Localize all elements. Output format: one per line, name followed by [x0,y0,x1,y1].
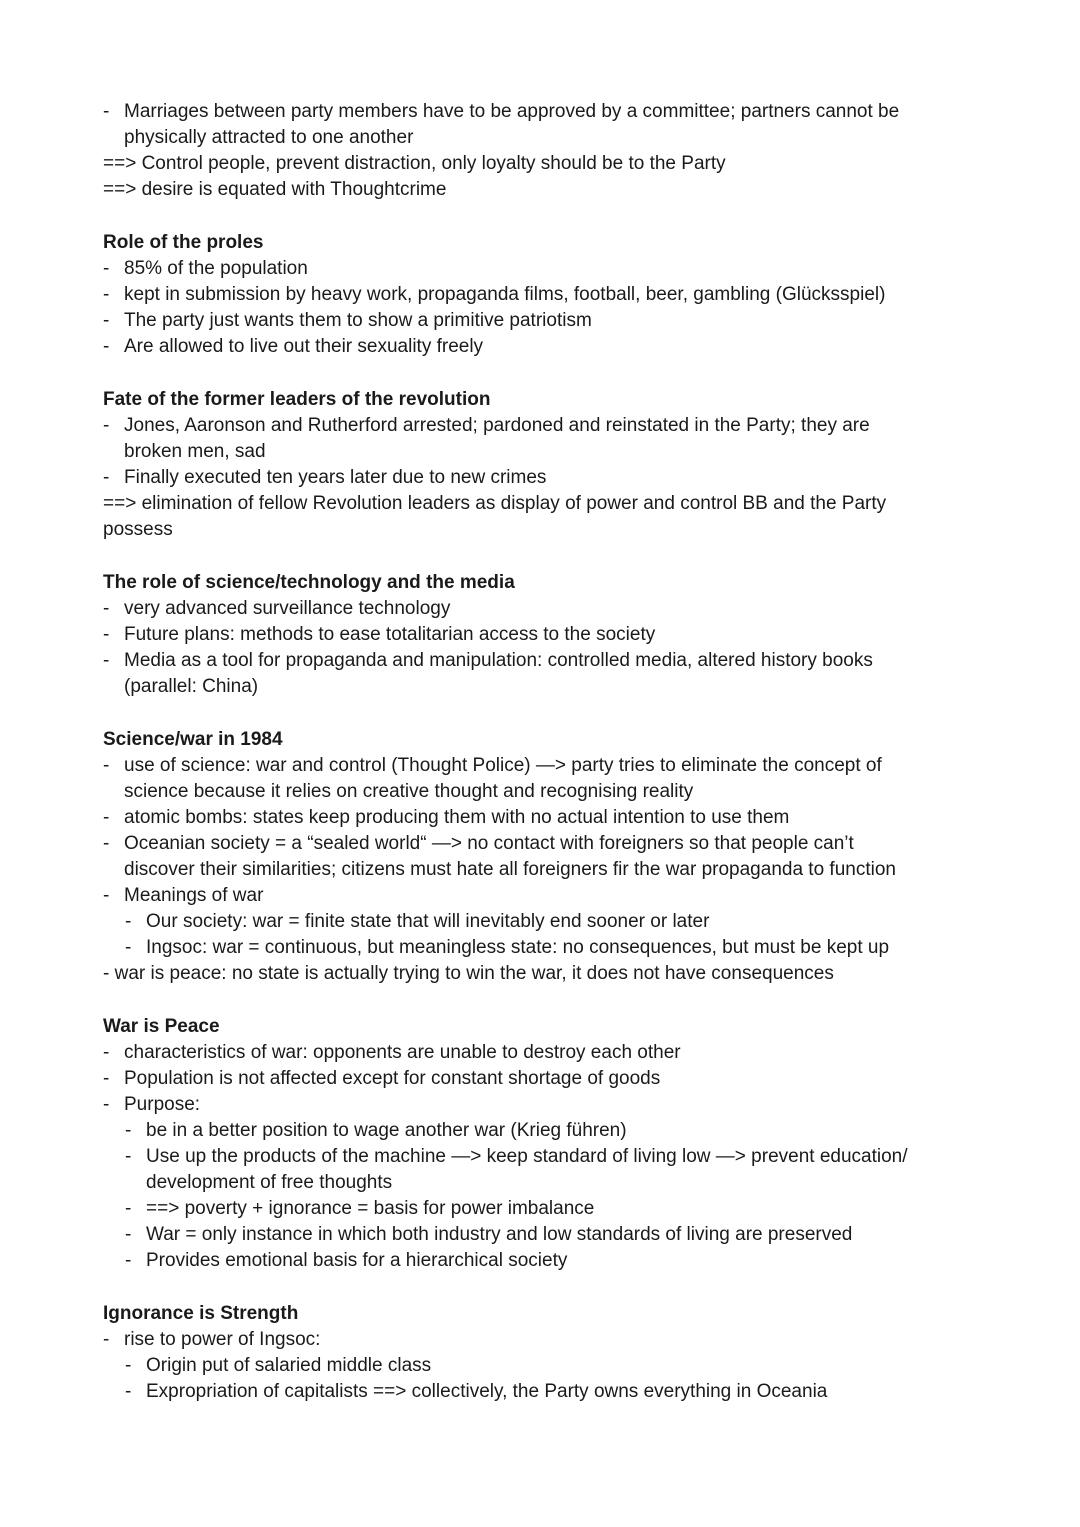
section-heading: Science/war in 1984 [103,729,283,750]
note-bullet-line: - ==> poverty + ignorance = basis for power imbalance [103,1196,980,1222]
section-heading: Role of the proles [103,232,264,253]
note-bullet-line: - very advanced surveillance technology [103,596,980,622]
note-bullet-line: - Use up the products of the machine —> keep standard of living low —> prevent education/ [103,1144,980,1170]
note-bullet-line: - Our society: war = finite state that will inevitably end sooner or later [103,909,980,935]
note-bullet-line: - War = only instance in which both industry and low standards of living are preserved [103,1222,980,1248]
note-bullet-line: (parallel: China) [124,676,259,697]
note-bullet-line: - Oceanian society = a “sealed world“ —> no contact with foreigners so that people can’t [103,831,980,857]
note-conclusion-line: - war is peace: no state is actually trying to win the war, it does not have consequences [103,963,834,984]
note-conclusion-line: ==> Control people, prevent distraction, only loyalty should be to the Party [103,153,726,174]
note-bullet-line: - Expropriation of capitalists ==> collectively, the Party owns everything in Oceania [103,1379,980,1405]
note-bullet-line: - be in a better position to wage another war (Krieg führen) [103,1118,980,1144]
note-bullet-line: - use of science: war and control (Thought Police) —> party tries to eliminate the concept of [103,753,980,779]
note-bullet-line: - atomic bombs: states keep producing them with no actual intention to use them [103,805,980,831]
note-bullet-line: discover their similarities; citizens must hate all foreigners fir the war propaganda to function [124,859,896,880]
note-bullet-line: physically attracted to one another [124,127,414,148]
note-bullet-line: - Jones, Aaronson and Rutherford arrested; pardoned and reinstated in the Party; they are [103,413,980,439]
note-bullet-line: - Marriages between party members have to be approved by a committee; partners cannot be [103,99,980,125]
note-bullet-line: - characteristics of war: opponents are unable to destroy each other [103,1040,980,1066]
note-section [103,1301,980,1405]
note-bullet-line: - Meanings of war [103,883,980,909]
note-bullet-line: - Future plans: methods to ease totalitarian access to the society [103,622,980,648]
note-section [103,727,980,987]
note-conclusion-line: ==> elimination of fellow Revolution leaders as display of power and control BB and the Party [103,493,887,514]
note-bullet-line: development of free thoughts [146,1172,393,1193]
note-bullet-line: - Are allowed to live out their sexuality freely [103,334,980,360]
note-bullet-line: - Finally executed ten years later due to new crimes [103,465,980,491]
section-heading: Fate of the former leaders of the revolution [103,389,491,410]
note-conclusion-line: ==> desire is equated with Thoughtcrime [103,179,447,200]
note-bullet-line: - rise to power of Ingsoc: [103,1327,980,1353]
note-bullet-line: - Purpose: [103,1092,980,1118]
note-bullet-line: broken men, sad [124,441,266,462]
note-section [103,230,980,360]
note-bullet-line: - 85% of the population [103,256,980,282]
note-bullet-line: - The party just wants them to show a primitive patriotism [103,308,980,334]
section-heading: The role of science/technology and the media [103,572,515,593]
note-section [103,1014,980,1274]
note-conclusion-line: possess [103,519,173,540]
note-bullet-line: - Population is not affected except for constant shortage of goods [103,1066,980,1092]
section-heading: War is Peace [103,1016,220,1037]
note-bullet-line: science because it relies on creative thought and recognising reality [124,781,694,802]
note-bullet-line: - Media as a tool for propaganda and manipulation: controlled media, altered history books [103,648,980,674]
note-bullet-line: - kept in submission by heavy work, propaganda films, football, beer, gambling (Glücksspiel) [103,282,980,308]
note-section [103,99,980,203]
note-section [103,387,980,543]
note-bullet-line: - Provides emotional basis for a hierarchical society [103,1248,980,1274]
section-heading: Ignorance is Strength [103,1303,299,1324]
note-section [103,570,980,700]
note-bullet-line: - Origin put of salaried middle class [103,1353,980,1379]
note-bullet-line: - Ingsoc: war = continuous, but meaningless state: no consequences, but must be kept up [103,935,980,961]
